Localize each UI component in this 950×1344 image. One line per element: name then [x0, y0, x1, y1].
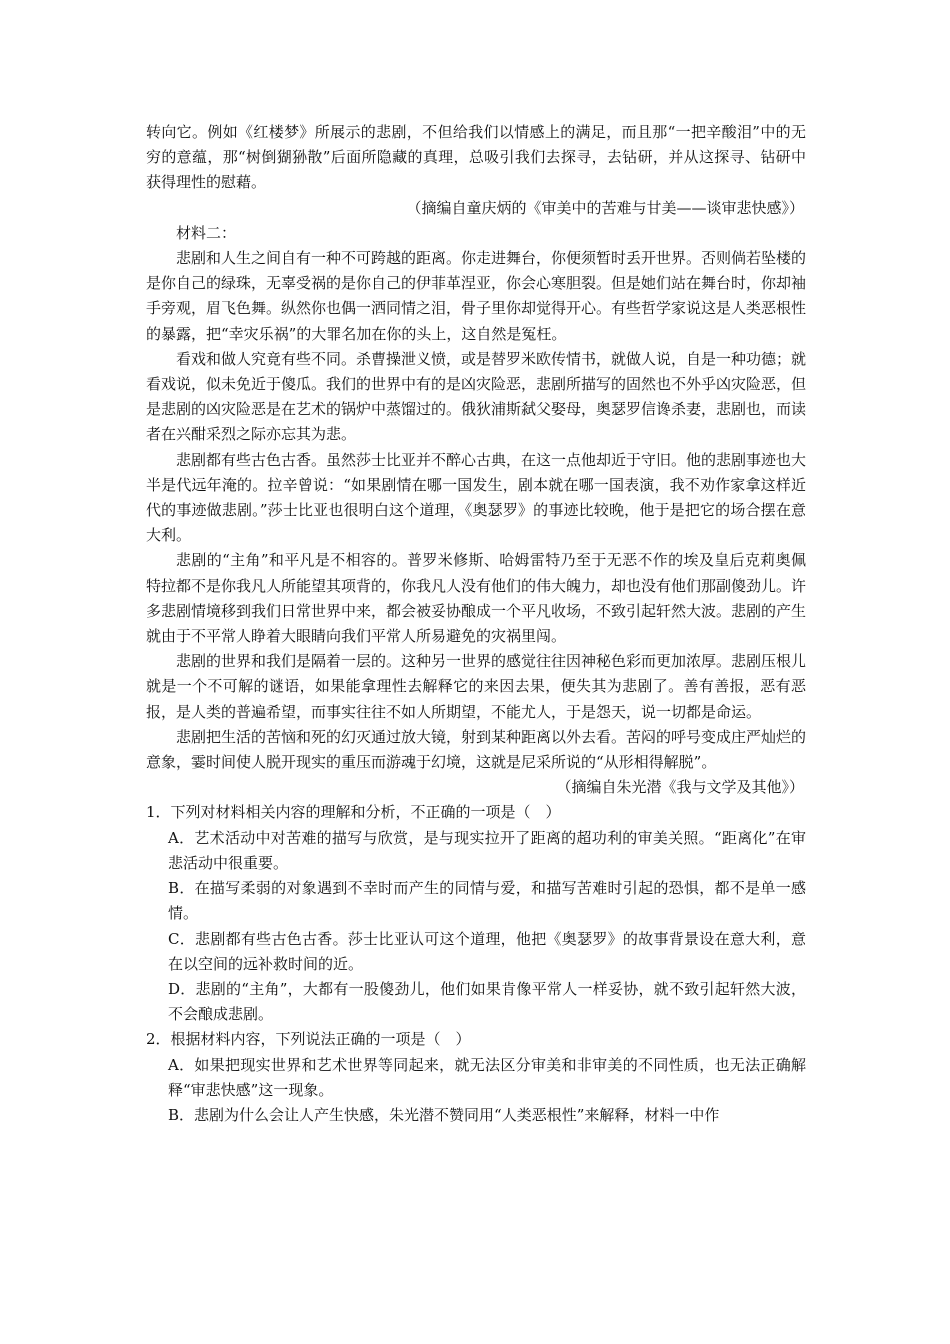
question-1-option-c: C．悲剧都有些古色古香。莎士比亚认可这个道理，他把《奥瑟罗》的故事背景设在意大利，意在以空间的远补救时间的近。 — [168, 929, 806, 973]
material1-tail-paragraph: 转向它。例如《红楼梦》所展示的悲剧，不但给我们以情感上的满足，而且那“一把辛酸泪”中的无穷的意蕴，那“树倒猢狲散”后面所隐藏的真理，总吸引我们去探寻，去钻研，并从这探寻、钻研中获得理性的慰藉。 — [146, 123, 806, 192]
question-1-option-a: A．艺术活动中对苦难的描写与欣赏，是与现实拉开了距离的超功利的审美关照。“距离化”在审悲活动中很重要。 — [168, 828, 806, 872]
question-2-option-a: A．如果把现实世界和艺术世界等同起来，就无法区分审美和非审美的不同性质，也无法正确解释“审悲快感”这一现象。 — [168, 1055, 806, 1099]
question-1-option-b: B．在描写柔弱的对象遇到不幸时而产生的同情与爱，和描写苦难时引起的恐惧，都不是单一感情。 — [168, 879, 806, 923]
question-1-stem: 1．下列对材料相关内容的理解和分析，不正确的一项是（ ） — [146, 803, 561, 822]
question-2 — [146, 1027, 806, 1128]
material2-paragraph: 悲剧的世界和我们是隔着一层的。这种另一世界的感觉往往因神秘色彩而更加浓厚。悲剧压根儿就是一个不可解的谜语，如果能拿理性去解释它的来因去果，便失其为悲剧了。善有善报，恶有恶报，是人类的普遍希望，而事实往往不如人所期望，不能尤人，于是怨天，说一切都是命运。 — [146, 652, 807, 721]
material2-paragraph: 悲剧都有些古色古香。虽然莎士比亚并不醉心古典，在这一点他却近于守旧。他的悲剧事迹也大半是代远年淹的。拉辛曾说：“如果剧情在哪一国发生，剧本就在哪一国表演，我不劝作家拿这样近代的事迹做悲剧。”莎士比亚也很明白这个道理，《奥瑟罗》的事迹比较晚，他于是把它的场合摆在意大利。 — [146, 450, 807, 545]
source-citation-2: （摘编自朱光潜《我与文学及其他》） — [556, 778, 804, 797]
document-page — [146, 120, 806, 1128]
question-1-option-d: D．悲剧的“主角”，大都有一股傻劲儿，他们如果肯像平常人一样妥协，就不致引起轩然大波，不会酿成悲剧。 — [168, 979, 806, 1024]
question-2-option-b: B．悲剧为什么会让人产生快感，朱光潜不赞同用“人类恶根性”来解释，材料一中作 — [168, 1105, 720, 1124]
question-2-stem: 2．根据材料内容，下列说法正确的一项是（ ） — [146, 1030, 471, 1049]
material2-paragraph: 悲剧和人生之间自有一种不可跨越的距离。你走进舞台，你便须暂时丢开世界。否则倘若坠楼的是你自己的绿珠，无辜受祸的是你自己的伊菲革涅亚，你会心寒胆裂。但是她们站在舞台时，你却袖手旁观，眉飞色舞。纵然你也偶一洒同情之泪，骨子里你却觉得开心。有些哲学家说这是人类恶根性的暴露，把“幸灾乐祸”的大罪名加在你的头上，这自然是冤枉。 — [146, 249, 807, 343]
source-citation-1: （摘编自童庆炳的《审美中的苦难与甘美——谈审悲快感》） — [406, 198, 804, 217]
material2-paragraph: 看戏和做人究竟有些不同。杀曹操泄义愤，或是替罗米欧传情书，就做人说，自是一种功德；就看戏说，似未免近于傻瓜。我们的世界中有的是凶灾险恶，悲剧所描写的固然也不外乎凶灾险恶，但是悲剧的凶灾险恶是在艺术的锅炉中蒸馏过的。俄狄浦斯弑父娶母，奥瑟罗信谗杀妻，悲剧也，而读者在兴酣采烈之际亦忘其为悲。 — [146, 349, 807, 444]
question-1 — [146, 800, 806, 1027]
material2-paragraph: 悲剧把生活的苦恼和死的幻灭通过放大镜，射到某种距离以外去看。苦闷的呼号变成庄严灿烂的意象，霎时间使人脱开现实的重压而游魂于幻境，这就是尼采所说的“从形相得解脱”。 — [146, 727, 807, 772]
material2-label: 材料二： — [176, 223, 237, 242]
material2-paragraph: 悲剧的“主角”和平凡是不相容的。普罗米修斯、哈姆雷特乃至于无恶不作的埃及皇后克莉奥佩特拉都不是你我凡人所能望其项背的，你我凡人没有他们的伟大魄力，却也没有他们那副傻劲儿。许多悲剧情境移到我们日常世界中来，都会被妥协酿成一个平凡收场，不致引起轩然大波。悲剧的产生就由于不平常人睁着大眼睛向我们平常人所易避免的灾祸里闯。 — [146, 551, 807, 646]
